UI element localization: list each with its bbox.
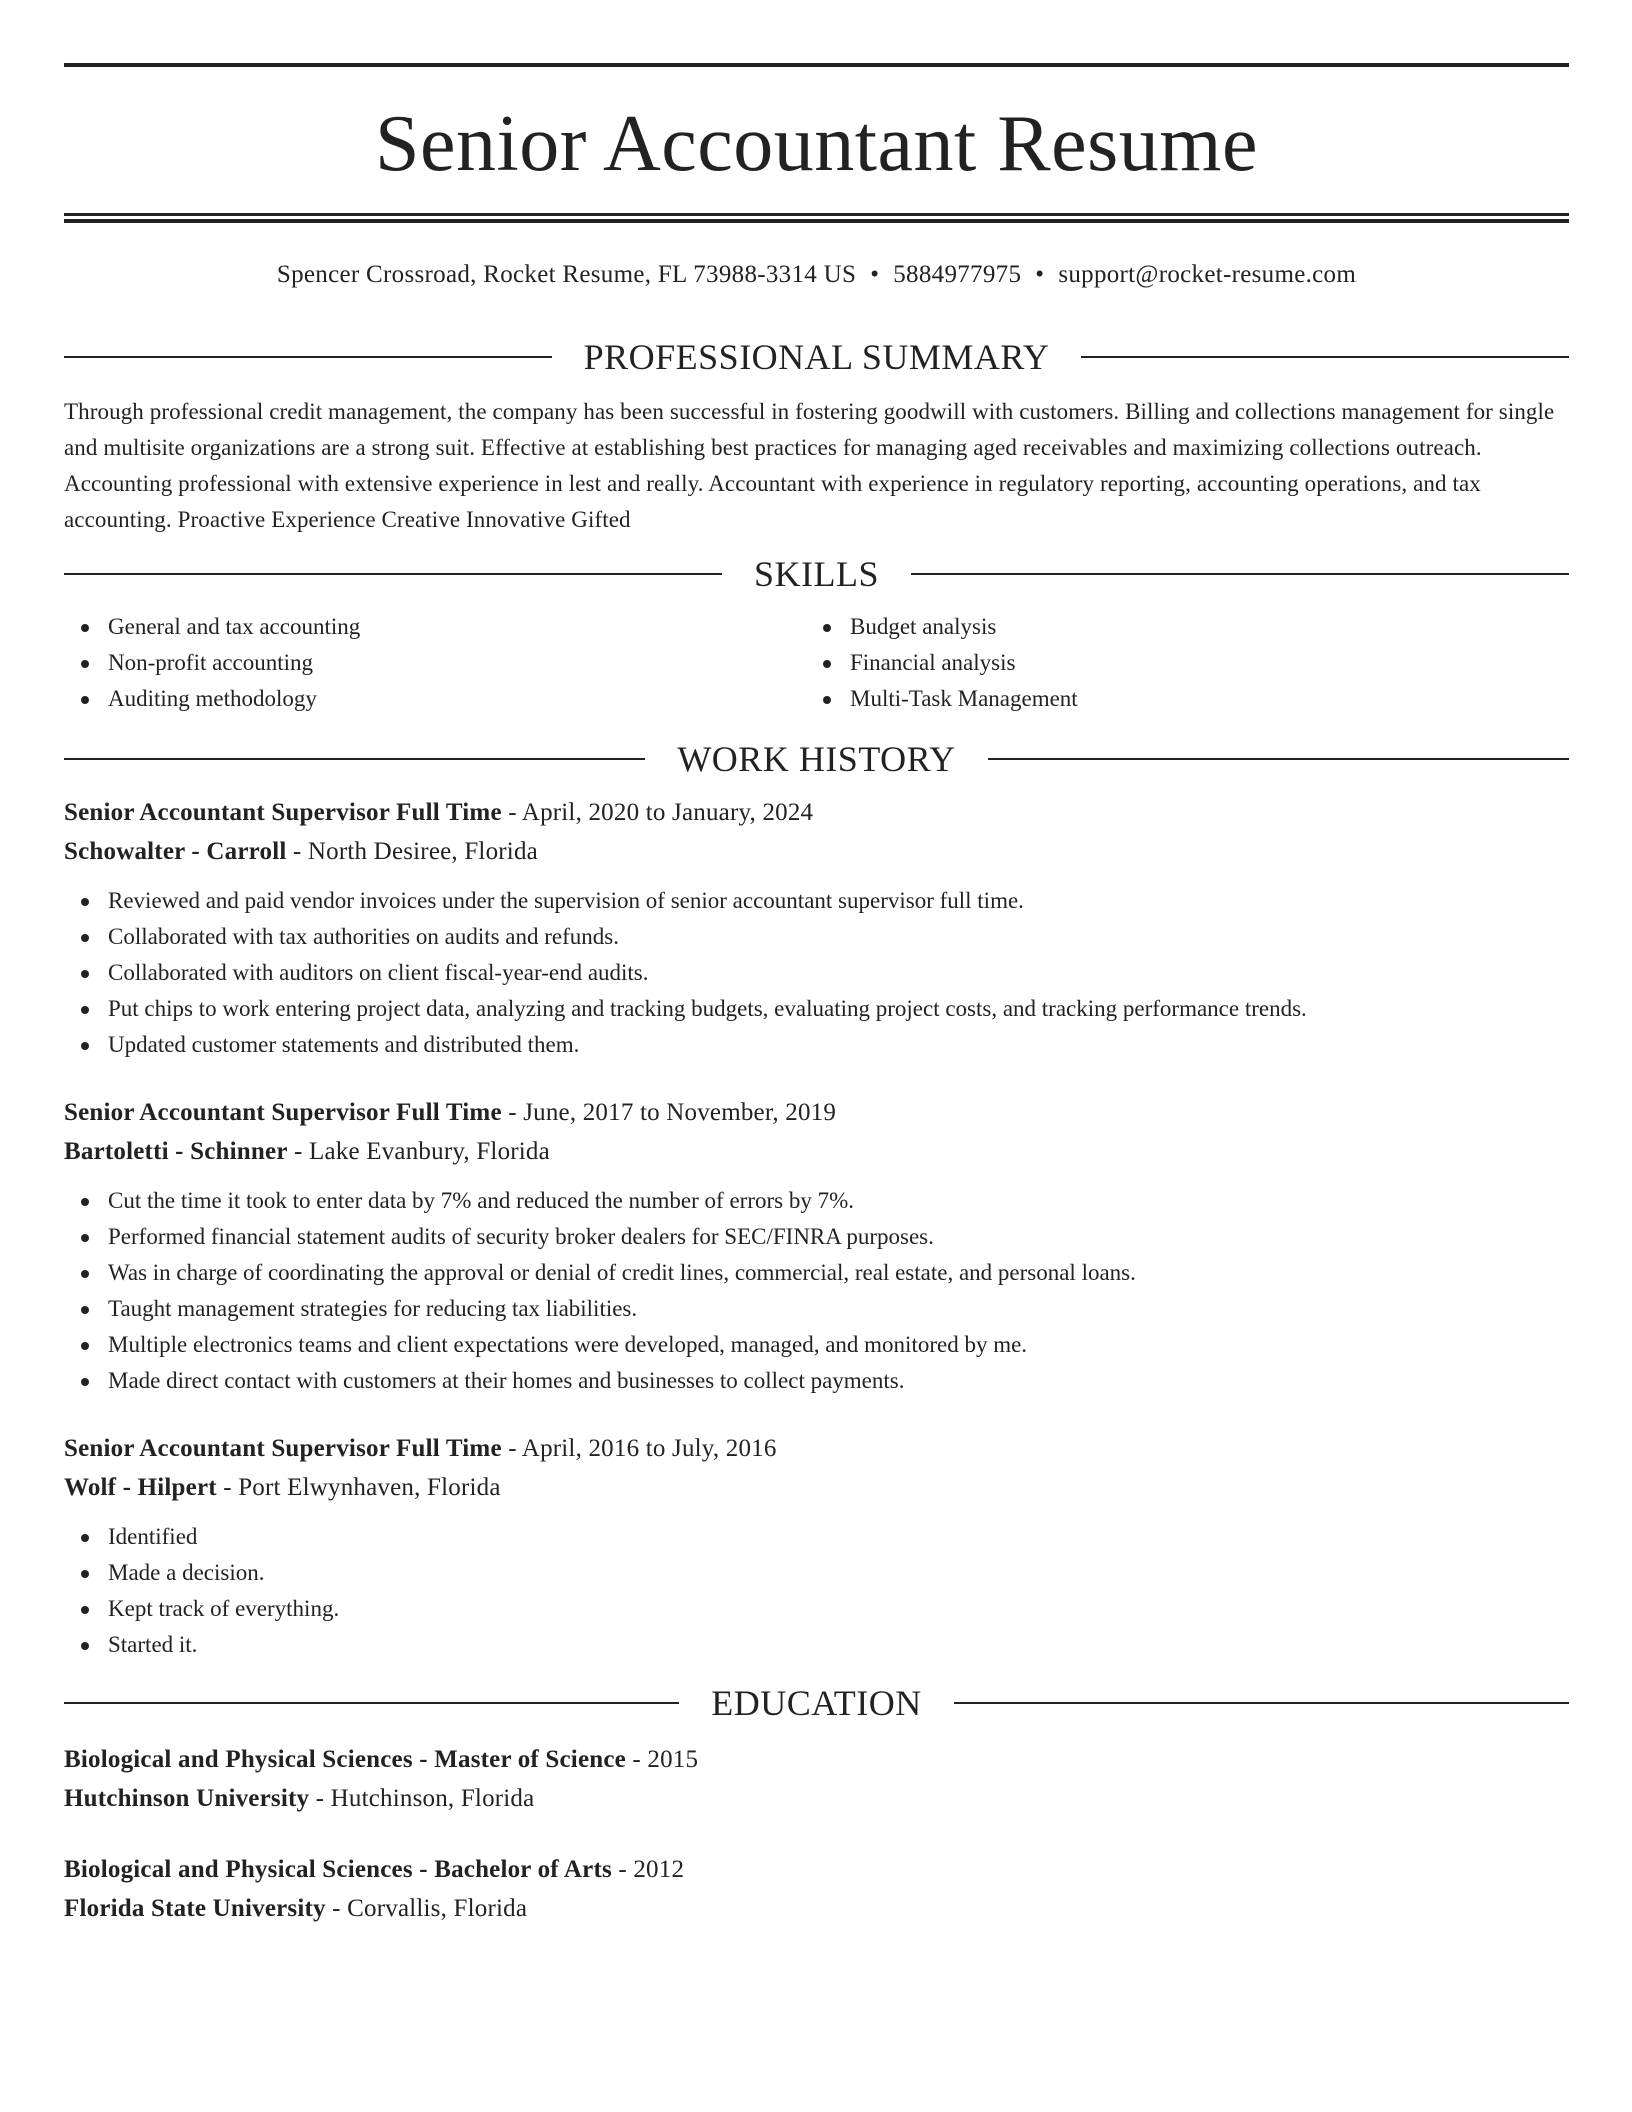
job-duty: Started it. [64,1627,1569,1663]
job-title-line [64,1093,1569,1132]
contact-line [64,260,1569,290]
summary-text: Through professional credit management, the company has been successful in fostering goodwill with customers. Billing and collections management for single and multisite organizations are a strong suit. Effective at establishing best practices for managing aged receivables and maximizing collections outreach. Accounting professional with extensive experience in lest and really. Accountant with experience in regulatory reporting, accounting operations, and tax accounting. Proactive Experience Creative Innovative Gifted [64,399,1555,532]
job-company: Schowalter - Carroll [64,838,287,865]
job-company-line [64,1132,1569,1171]
contact-separator: • [870,261,880,288]
heading-rule-right [911,573,1569,575]
job-company: Bartoletti - Schinner [64,1138,288,1165]
skill-item: General and tax accounting [64,609,806,645]
education-degree-line [64,1850,1569,1889]
page-title: Senior Accountant Resume [375,100,1258,188]
work-heading-label: WORK HISTORY [677,739,956,779]
contact-separator: • [1035,261,1045,288]
education-year: - 2012 [611,1856,685,1883]
summary-heading [64,337,1569,377]
job-duty: Multiple electronics teams and client expectations were developed, managed, and monitored by me. [64,1327,1569,1363]
job-duties [64,883,1569,1063]
work-heading [64,739,1569,779]
education-heading [64,1683,1569,1723]
job-company-line [64,832,1569,871]
skill-item: Non-profit accounting [64,645,806,681]
heading-rule-left [64,356,552,358]
education-heading-label: EDUCATION [711,1683,922,1723]
contact-phone: 5884977975 [893,261,1022,288]
job-location: - Lake Evanbury, Florida [287,1138,550,1165]
heading-rule-left [64,758,645,760]
heading-rule-left [64,1702,679,1704]
job-duty: Identified [64,1519,1569,1555]
job-location: - North Desiree, Florida [286,838,538,865]
skills-column-right [806,609,1548,717]
skill-item: Budget analysis [806,609,1548,645]
job-title: Senior Accountant Supervisor Full Time [64,799,502,826]
education-degree-line [64,1740,1569,1779]
heading-rule-right [954,1702,1569,1704]
job-title-line [64,793,1569,832]
job-entry [64,1429,1569,1663]
heading-rule-right [988,758,1569,760]
education-degree: Biological and Physical Sciences - Bachelor of Arts [64,1856,612,1883]
heading-rule-right [1081,356,1569,358]
summary-heading-label: PROFESSIONAL SUMMARY [583,337,1050,377]
skill-item: Financial analysis [806,645,1548,681]
job-duty: Updated customer statements and distributed them. [64,1027,1569,1063]
skills-heading [64,554,1569,594]
education-school: Florida State University [64,1895,326,1922]
education-school-line [64,1779,1569,1818]
job-duty: Kept track of everything. [64,1591,1569,1627]
job-location: - Port Elwynhaven, Florida [216,1474,501,1501]
job-company-line [64,1468,1569,1507]
job-duties [64,1183,1569,1399]
job-duty: Reviewed and paid vendor invoices under the supervision of senior accountant supervisor full time. [64,883,1569,919]
education-entry [64,1850,1569,1928]
job-duty: Collaborated with auditors on client fiscal-year-end audits. [64,955,1569,991]
job-duty: Made direct contact with customers at their homes and businesses to collect payments. [64,1363,1569,1399]
skill-item: Auditing methodology [64,681,806,717]
top-rule [64,63,1569,67]
job-duty: Was in charge of coordinating the approval or denial of credit lines, commercial, real estate, and personal loans. [64,1255,1569,1291]
job-title: Senior Accountant Supervisor Full Time [64,1435,502,1462]
job-duty: Collaborated with tax authorities on audits and refunds. [64,919,1569,955]
job-title-line [64,1429,1569,1468]
job-company: Wolf - Hilpert [64,1474,217,1501]
job-entry [64,793,1569,1063]
title-double-rule [64,213,1569,223]
skills-column-left [64,609,806,717]
education-school: Hutchinson University [64,1785,310,1812]
job-dates: - April, 2020 to January, 2024 [501,799,814,826]
job-title: Senior Accountant Supervisor Full Time [64,1099,502,1126]
education-year: - 2015 [625,1746,699,1773]
resume-page [64,63,1569,1928]
education-entry [64,1740,1569,1818]
job-duty: Put chips to work entering project data, analyzing and tracking budgets, evaluating project costs, and tracking performance trends. [64,991,1569,1027]
skill-item: Multi-Task Management [806,681,1548,717]
skills-list [64,609,1569,717]
job-duty: Performed financial statement audits of security broker dealers for SEC/FINRA purposes. [64,1219,1569,1255]
education-location: - Hutchinson, Florida [309,1785,535,1812]
education-degree: Biological and Physical Sciences - Master of Science [64,1746,626,1773]
job-duty: Taught management strategies for reducing tax liabilities. [64,1291,1569,1327]
job-duties [64,1519,1569,1663]
education-location: - Corvallis, Florida [325,1895,528,1922]
skills-heading-label: SKILLS [754,554,880,594]
job-entry [64,1093,1569,1399]
job-duty: Cut the time it took to enter data by 7% and reduced the number of errors by 7%. [64,1183,1569,1219]
job-duty: Made a decision. [64,1555,1569,1591]
job-dates: - June, 2017 to November, 2019 [501,1099,837,1126]
education-school-line [64,1889,1569,1928]
heading-rule-left [64,573,722,575]
contact-address: Spencer Crossroad, Rocket Resume, FL 73988-3314 US [276,261,857,288]
job-dates: - April, 2016 to July, 2016 [501,1435,777,1462]
contact-email: support@rocket-resume.com [1058,261,1357,288]
